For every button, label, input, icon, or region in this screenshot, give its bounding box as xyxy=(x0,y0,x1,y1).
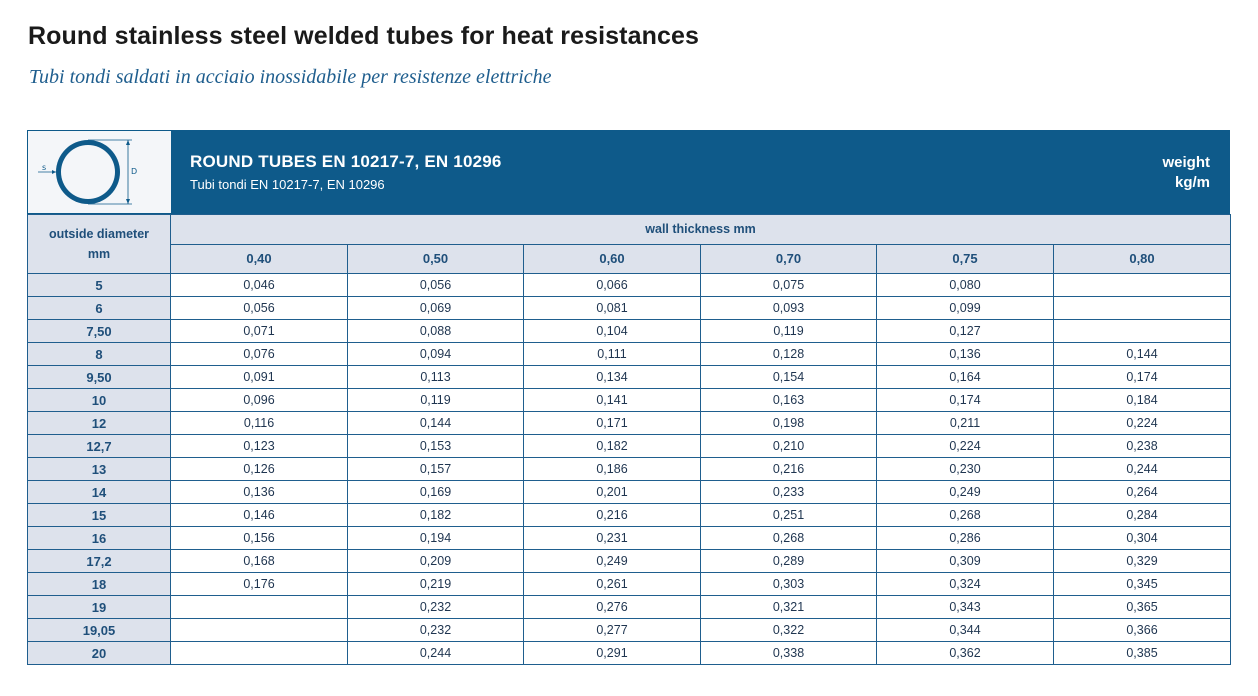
weight-cell: 0,224 xyxy=(1054,412,1231,435)
outside-diameter-header xyxy=(28,215,171,274)
diameter-cell: 18 xyxy=(28,573,171,596)
diameter-cell: 10 xyxy=(28,389,171,412)
weight-cell: 0,209 xyxy=(348,550,524,573)
weight-cell: 0,182 xyxy=(524,435,701,458)
table-body xyxy=(28,274,1231,665)
table-row xyxy=(28,389,1231,412)
page-subtitle: Tubi tondi saldati in acciaio inossidabile per resistenze elettriche xyxy=(29,66,552,88)
weight-cell: 0,176 xyxy=(171,573,348,596)
weight-cell: 0,088 xyxy=(348,320,524,343)
weight-cell: 0,211 xyxy=(877,412,1054,435)
weight-cell: 0,119 xyxy=(701,320,877,343)
weight-cell: 0,069 xyxy=(348,297,524,320)
standard-title: ROUND TUBES EN 10217-7, EN 10296 xyxy=(190,152,502,171)
weight-cell: 0,056 xyxy=(171,297,348,320)
weight-cell: 0,071 xyxy=(171,320,348,343)
weight-cell: 0,216 xyxy=(701,458,877,481)
weight-cell: 0,268 xyxy=(701,527,877,550)
weight-cell: 0,094 xyxy=(348,343,524,366)
weight-cell: 0,261 xyxy=(524,573,701,596)
weight-cell: 0,116 xyxy=(171,412,348,435)
weight-cell xyxy=(1054,320,1231,343)
weight-cell: 0,210 xyxy=(701,435,877,458)
diameter-label: D xyxy=(131,167,138,176)
weight-cell: 0,324 xyxy=(877,573,1054,596)
thickness-label: s xyxy=(42,163,47,172)
weight-cell: 0,264 xyxy=(1054,481,1231,504)
diameter-cell: 12 xyxy=(28,412,171,435)
weight-cell: 0,136 xyxy=(877,343,1054,366)
weight-cell: 0,182 xyxy=(348,504,524,527)
weight-cell: 0,113 xyxy=(348,366,524,389)
weight-cell: 0,284 xyxy=(1054,504,1231,527)
table-row xyxy=(28,412,1231,435)
weight-cell: 0,174 xyxy=(877,389,1054,412)
table-row xyxy=(28,274,1231,297)
weight-cell: 0,154 xyxy=(701,366,877,389)
thickness-col-header: 0,40 xyxy=(171,244,348,274)
weight-cell: 0,127 xyxy=(877,320,1054,343)
weight-cell xyxy=(171,642,348,665)
table-row xyxy=(28,320,1231,343)
weight-cell: 0,096 xyxy=(171,389,348,412)
weight-unit-label xyxy=(1163,153,1211,193)
weight-cell: 0,345 xyxy=(1054,573,1231,596)
weight-cell: 0,066 xyxy=(524,274,701,297)
wall-thickness-header: wall thickness mm xyxy=(171,215,1231,245)
weight-cell: 0,276 xyxy=(524,596,701,619)
weight-cell: 0,385 xyxy=(1054,642,1231,665)
diameter-cell: 20 xyxy=(28,642,171,665)
table-row xyxy=(28,458,1231,481)
thickness-col-header: 0,80 xyxy=(1054,244,1231,274)
weight-cell: 0,146 xyxy=(171,504,348,527)
weight-cell: 0,365 xyxy=(1054,596,1231,619)
weight-cell: 0,198 xyxy=(701,412,877,435)
weight-cell xyxy=(171,596,348,619)
weight-cell: 0,194 xyxy=(348,527,524,550)
diameter-cell: 9,50 xyxy=(28,366,171,389)
table-row xyxy=(28,573,1231,596)
od-header-line2: mm xyxy=(87,247,111,261)
diameter-cell: 14 xyxy=(28,481,171,504)
weight-cell: 0,186 xyxy=(524,458,701,481)
table-row xyxy=(28,642,1231,665)
weight-cell: 0,286 xyxy=(877,527,1054,550)
diameter-cell: 17,2 xyxy=(28,550,171,573)
table-row xyxy=(28,343,1231,366)
table-row xyxy=(28,527,1231,550)
thickness-header-row xyxy=(28,244,1231,274)
thickness-col-header: 0,50 xyxy=(348,244,524,274)
weight-cell: 0,329 xyxy=(1054,550,1231,573)
weight-cell: 0,111 xyxy=(524,343,701,366)
weight-cell: 0,184 xyxy=(1054,389,1231,412)
weight-cell: 0,163 xyxy=(701,389,877,412)
thickness-col-header: 0,70 xyxy=(701,244,877,274)
weight-cell: 0,093 xyxy=(701,297,877,320)
weight-cell: 0,338 xyxy=(701,642,877,665)
weight-cell: 0,216 xyxy=(524,504,701,527)
weight-cell: 0,168 xyxy=(171,550,348,573)
weight-cell: 0,104 xyxy=(524,320,701,343)
weight-cell: 0,249 xyxy=(877,481,1054,504)
weight-cell: 0,233 xyxy=(701,481,877,504)
weight-cell: 0,134 xyxy=(524,366,701,389)
weight-cell: 0,251 xyxy=(701,504,877,527)
weight-cell: 0,231 xyxy=(524,527,701,550)
weight-cell: 0,322 xyxy=(701,619,877,642)
weight-cell: 0,144 xyxy=(1054,343,1231,366)
table-row xyxy=(28,550,1231,573)
diameter-cell: 7,50 xyxy=(28,320,171,343)
weight-cell: 0,321 xyxy=(701,596,877,619)
od-header-line1: outside diameter xyxy=(48,227,150,241)
table-row xyxy=(28,596,1231,619)
weight-cell: 0,169 xyxy=(348,481,524,504)
weight-cell xyxy=(1054,274,1231,297)
weight-cell: 0,232 xyxy=(348,619,524,642)
weight-cell: 0,075 xyxy=(701,274,877,297)
weight-cell xyxy=(1054,297,1231,320)
diameter-cell: 19 xyxy=(28,596,171,619)
diameter-cell: 16 xyxy=(28,527,171,550)
weight-cell: 0,080 xyxy=(877,274,1054,297)
page-title: Round stainless steel welded tubes for heat resistances xyxy=(28,22,699,50)
weight-label: weight xyxy=(1162,154,1210,171)
table-row xyxy=(28,481,1231,504)
weight-cell: 0,091 xyxy=(171,366,348,389)
table-row xyxy=(28,366,1231,389)
weight-cell: 0,224 xyxy=(877,435,1054,458)
diameter-cell: 19,05 xyxy=(28,619,171,642)
weight-cell: 0,230 xyxy=(877,458,1054,481)
weight-cell: 0,289 xyxy=(701,550,877,573)
weight-cell: 0,119 xyxy=(348,389,524,412)
diameter-cell: 15 xyxy=(28,504,171,527)
weight-cell: 0,291 xyxy=(524,642,701,665)
weight-cell: 0,344 xyxy=(877,619,1054,642)
standard-subtitle: Tubi tondi EN 10217-7, EN 10296 xyxy=(190,177,385,192)
weight-cell: 0,366 xyxy=(1054,619,1231,642)
weight-cell: 0,141 xyxy=(524,389,701,412)
weight-cell: 0,157 xyxy=(348,458,524,481)
weight-cell: 0,304 xyxy=(1054,527,1231,550)
weight-cell: 0,232 xyxy=(348,596,524,619)
weight-cell: 0,362 xyxy=(877,642,1054,665)
round-tube-icon xyxy=(28,131,171,213)
weight-cell: 0,123 xyxy=(171,435,348,458)
weight-cell: 0,244 xyxy=(1054,458,1231,481)
table-header-band xyxy=(27,130,1230,214)
diameter-cell: 8 xyxy=(28,343,171,366)
weight-cell: 0,136 xyxy=(171,481,348,504)
weight-cell: 0,046 xyxy=(171,274,348,297)
weight-cell: 0,268 xyxy=(877,504,1054,527)
weight-cell: 0,309 xyxy=(877,550,1054,573)
weight-cell: 0,153 xyxy=(348,435,524,458)
weight-cell: 0,128 xyxy=(701,343,877,366)
weight-cell: 0,171 xyxy=(524,412,701,435)
weight-cell: 0,219 xyxy=(348,573,524,596)
weight-cell: 0,156 xyxy=(171,527,348,550)
tube-diagram xyxy=(28,131,171,213)
weight-cell: 0,126 xyxy=(171,458,348,481)
weight-cell: 0,174 xyxy=(1054,366,1231,389)
weight-cell: 0,244 xyxy=(348,642,524,665)
weight-cell: 0,081 xyxy=(524,297,701,320)
weight-cell: 0,164 xyxy=(877,366,1054,389)
diameter-cell: 6 xyxy=(28,297,171,320)
table-row xyxy=(28,619,1231,642)
diameter-cell: 12,7 xyxy=(28,435,171,458)
weight-cell: 0,238 xyxy=(1054,435,1231,458)
table-row xyxy=(28,504,1231,527)
weight-cell: 0,144 xyxy=(348,412,524,435)
weight-cell: 0,201 xyxy=(524,481,701,504)
weight-cell xyxy=(171,619,348,642)
weight-table xyxy=(27,214,1231,665)
thickness-col-header: 0,60 xyxy=(524,244,701,274)
weight-cell: 0,076 xyxy=(171,343,348,366)
table-row xyxy=(28,297,1231,320)
diameter-cell: 13 xyxy=(28,458,171,481)
table-row xyxy=(28,435,1231,458)
diameter-cell: 5 xyxy=(28,274,171,297)
weight-cell: 0,303 xyxy=(701,573,877,596)
weight-cell: 0,249 xyxy=(524,550,701,573)
weight-cell: 0,277 xyxy=(524,619,701,642)
weight-cell: 0,343 xyxy=(877,596,1054,619)
thickness-col-header: 0,75 xyxy=(877,244,1054,274)
weight-unit: kg/m xyxy=(1174,174,1210,191)
weight-cell: 0,099 xyxy=(877,297,1054,320)
weight-cell: 0,056 xyxy=(348,274,524,297)
